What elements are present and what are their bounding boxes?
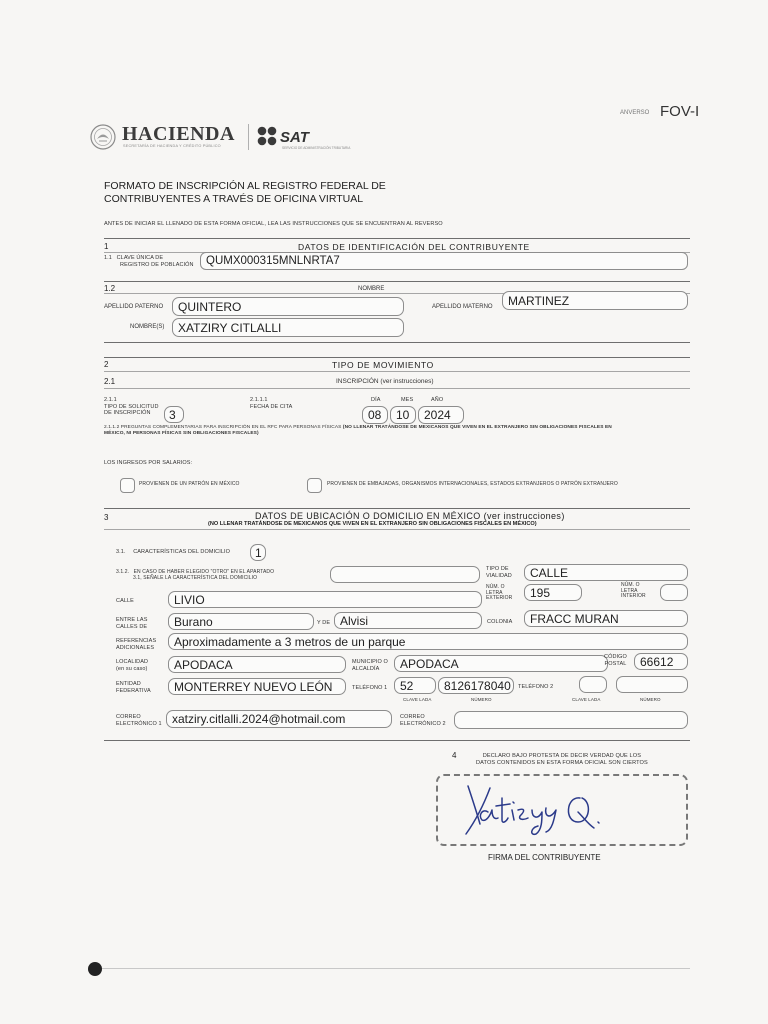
- num-ext-value: 195: [530, 585, 551, 600]
- curp-label-2: REGISTRO DE POBLACIÓN: [120, 261, 194, 268]
- tel2-numero-field[interactable]: [616, 676, 688, 693]
- otro-label-1: EN CASO DE HABER ELEGIDO "OTRO" EN EL APARTADO: [133, 569, 275, 575]
- section3-bottom-rule: [104, 740, 690, 741]
- localidad-label-1: LOCALIDAD: [116, 659, 149, 665]
- dia-field[interactable]: [362, 406, 388, 424]
- mes-value: 10: [396, 408, 410, 422]
- hacienda-subtitle: SECRETARÍA DE HACIENDA Y CRÉDITO PÚBLICO: [123, 144, 221, 148]
- entre-label: [116, 617, 147, 630]
- entre-label-1: ENTRE LAS: [116, 617, 148, 623]
- hacienda-logo-text: HACIENDA: [122, 123, 235, 145]
- embajadas-checkbox[interactable]: [307, 478, 322, 493]
- calle-field[interactable]: [168, 591, 482, 608]
- calle-label: CALLE: [116, 598, 134, 604]
- curp-num: 1.1: [104, 255, 112, 261]
- anverso-label: ANVERSO: [620, 110, 650, 116]
- preguntas-line1-b: (NO LLENAR TRATÁNDOSE DE MEXICANOS QUE VIVEN EN EL EXTRANJERO SIN OBLIGACIONES FISCALES EN: [342, 425, 612, 430]
- tel1-label: TELÉFONO 1: [352, 685, 388, 691]
- tipo-vialidad-label: [486, 566, 512, 579]
- curp-label: [104, 255, 194, 268]
- tipo-label-2: DE INSCRIPCIÓN: [104, 410, 151, 416]
- num-int-label-3: INTERIOR: [621, 593, 646, 600]
- mes-label: MES: [401, 397, 414, 403]
- form-code: FOV-I: [660, 103, 700, 120]
- correo1-label-1: CORREO: [116, 714, 141, 720]
- num-ext-label-1: NÚM. O: [486, 584, 505, 590]
- municipio-value: APODACA: [400, 656, 459, 671]
- num-ext-field[interactable]: [524, 584, 582, 601]
- referencias-label-1: REFERENCIAS: [116, 638, 157, 644]
- num-int-label-1: NÚM. O: [621, 582, 640, 588]
- num-int-label-2: LETRA: [621, 587, 638, 594]
- cp-label-2: POSTAL: [604, 660, 627, 667]
- instructions-note: ANTES DE INICIAR EL LLENADO DE ESTA FORMA OFICIAL, LEA LAS INSTRUCCIONES QUE SE ENCUENTRAN AL REVERSO: [104, 221, 443, 227]
- section4-number: 4: [452, 751, 457, 760]
- preguntas-complementarias: [104, 425, 694, 437]
- colonia-field[interactable]: [524, 610, 688, 627]
- form-title-line1: FORMATO DE INSCRIPCIÓN AL REGISTRO FEDERAL DE: [104, 180, 386, 192]
- cp-label-1: CÓDIGO: [604, 654, 627, 660]
- entidad-field[interactable]: [168, 678, 346, 695]
- section2-top-rule: [104, 357, 690, 358]
- tel1-clave-lada-caption: CLAVE LADA: [403, 697, 432, 702]
- otro-field[interactable]: [330, 566, 480, 583]
- tel1-lada-field[interactable]: [394, 677, 436, 694]
- localidad-field[interactable]: [168, 656, 346, 673]
- num-int-label: [621, 583, 646, 600]
- municipio-label-2: ALCALDÍA: [352, 665, 380, 672]
- localidad-value: APODACA: [174, 657, 233, 672]
- logo-divider: [248, 124, 249, 150]
- entre-calle-1-field[interactable]: [168, 613, 314, 630]
- apellido-paterno-label: APELLIDO PATERNO: [104, 304, 164, 310]
- preguntas-line1-a: 2.1.1.2 PREGUNTAS COMPLEMENTARIAS PARA INSCRIPCIÓN EN EL RFC PARA PERSONAS FÍSICAS: [104, 425, 342, 430]
- sat-subtitle: SERVICIO DE ADMINISTRACIÓN TRIBUTARIA: [282, 146, 351, 150]
- dia-value: 08: [368, 408, 382, 422]
- correo2-label: [400, 714, 446, 727]
- correo2-label-2: ELECTRÓNICO 2: [400, 720, 446, 727]
- tel2-clave-lada-caption: CLAVE LADA: [572, 697, 601, 702]
- localidad-label: [116, 659, 148, 672]
- referencias-label-2: ADICIONALES: [116, 644, 155, 651]
- entre-calle-2-value: Alvisi: [340, 613, 369, 628]
- fecha-cita-label: [250, 397, 292, 410]
- section2-sub-num: 2.1: [104, 377, 116, 386]
- nombre-title: NOMBRE: [358, 286, 385, 292]
- correo1-label-2: ELECTRÓNICO 1: [116, 720, 162, 727]
- section1-title: DATOS DE IDENTIFICACIÓN DEL CONTRIBUYENTE: [298, 242, 530, 252]
- tel1-numero-caption: NÚMERO: [471, 697, 492, 702]
- declaracion-2: DATOS CONTENIDOS EN ESTA FORMA OFICIAL SON CIERTOS: [476, 760, 648, 766]
- caract-label-text: CARACTERÍSTICAS DEL DOMICILIO: [133, 549, 231, 555]
- patron-mexico-label: PROVIENEN DE UN PATRÓN EN MÉXICO: [139, 481, 240, 487]
- firma-label: FIRMA DEL CONTRIBUYENTE: [488, 853, 601, 862]
- tipo-vialidad-label-1: TIPO DE: [486, 566, 509, 572]
- tel1-lada-value: 52: [400, 678, 414, 693]
- correo1-field[interactable]: [166, 710, 392, 728]
- cp-label: [604, 654, 627, 667]
- curp-value: QUMX000315MNLNRTA7: [206, 255, 340, 267]
- nombres-label: NOMBRE(S): [130, 324, 165, 330]
- num-ext-label-3: EXTERIOR: [486, 595, 513, 602]
- signature-image: [438, 776, 686, 844]
- punch-hole: [88, 962, 102, 976]
- dia-label: DÍA: [371, 397, 381, 403]
- tipo-solicitud-field[interactable]: [164, 406, 184, 423]
- num-ext-label-2: LETRA: [486, 589, 503, 596]
- declaracion: [476, 753, 648, 767]
- hacienda-seal-icon: [90, 124, 116, 155]
- section2-title: TIPO DE MOVIMIENTO: [332, 360, 434, 370]
- localidad-label-2: (en su caso): [116, 665, 148, 672]
- entidad-label-2: FEDERATIVA: [116, 687, 151, 694]
- caract-field[interactable]: [250, 544, 266, 561]
- entidad-label-1: ENTIDAD: [116, 681, 141, 687]
- entidad-label: [116, 681, 151, 694]
- tipo-vialidad-label-2: VIALIDAD: [486, 572, 512, 579]
- preguntas-line2: MÉXICO, NI PERSONAS FÍSICAS SIN OBLIGACIONES FISCALES): [104, 431, 259, 436]
- fecha-label: FECHA DE CITA: [250, 403, 293, 410]
- tel2-lada-field[interactable]: [579, 676, 607, 693]
- apellido-materno-value: MARTINEZ: [508, 293, 570, 308]
- form-title: [104, 180, 386, 206]
- nombres-field[interactable]: [172, 318, 404, 337]
- mes-field[interactable]: [390, 406, 416, 424]
- apellido-materno-label: APELLIDO MATERNO: [432, 304, 493, 310]
- referencias-field[interactable]: [168, 633, 688, 650]
- section2-sub-title: INSCRIPCIÓN (ver instrucciones): [336, 378, 434, 385]
- section1-bottom-rule: [104, 342, 690, 343]
- num-ext-label: [486, 585, 512, 602]
- form-title-line2: CONTRIBUYENTES A TRAVÉS DE OFICINA VIRTUAL: [104, 193, 364, 205]
- section2-number: 2: [104, 360, 109, 369]
- cp-field[interactable]: [634, 653, 688, 670]
- anio-value: 2024: [424, 408, 451, 422]
- municipio-field[interactable]: [394, 655, 608, 672]
- apellido-paterno-field[interactable]: [172, 297, 404, 316]
- embajadas-label: PROVIENEN DE EMBAJADAS, ORGANISMOS INTERNACIONALES, ESTADOS EXTRANJEROS O PATRÓN EXTRANJERO: [327, 481, 618, 487]
- fecha-num: 2.1.1.1: [250, 397, 268, 403]
- tipo-vialidad-field[interactable]: [524, 564, 688, 581]
- caract-label: [116, 549, 230, 556]
- nombre-top-rule: [104, 281, 690, 282]
- tel1-numero-field[interactable]: [438, 677, 514, 694]
- anio-field[interactable]: [418, 406, 464, 424]
- section3-title: DATOS DE UBICACIÓN O DOMICILIO EN MÉXICO (ver instrucciones): [255, 511, 565, 521]
- sat-dots-icon: [257, 126, 279, 153]
- correo2-field[interactable]: [454, 711, 688, 729]
- num-int-field[interactable]: [660, 584, 688, 601]
- tel1-numero-value: 8126178040: [444, 678, 511, 693]
- nombre-num: 1.2: [104, 284, 116, 293]
- otro-label-2: 3.1, SEÑALE LA CARACTERÍSTICA DEL DOMICILIO: [133, 575, 258, 581]
- tel2-numero-caption: NÚMERO: [640, 697, 661, 702]
- tipo-label-1: TIPO DE SOLICITUD: [104, 403, 159, 410]
- signature-box[interactable]: [436, 774, 688, 846]
- municipio-label: [352, 659, 388, 672]
- declaracion-1: DECLARO BAJO PROTESTA DE DECIR VERDAD QUE LOS: [482, 753, 642, 759]
- otro-label: [116, 569, 274, 581]
- section3-header-rule: [104, 529, 690, 530]
- entre-label-2: CALLES DE: [116, 623, 148, 630]
- colonia-value: FRACC MURAN: [530, 611, 619, 626]
- municipio-label-1: MUNICIPIO O: [352, 659, 388, 665]
- apellido-materno-field[interactable]: [502, 291, 688, 310]
- sat-logo-text: SAT: [280, 129, 309, 146]
- curp-field[interactable]: [200, 252, 688, 270]
- referencias-value: Aproximadamente a 3 metros de un parque: [174, 634, 406, 649]
- correo2-label-1: CORREO: [400, 714, 425, 720]
- referencias-label: [116, 638, 156, 651]
- section2-sub-rule: [104, 388, 690, 389]
- ingresos-label: LOS INGRESOS POR SALARIOS:: [104, 460, 193, 466]
- curp-label-1: CLAVE ÚNICA DE: [116, 255, 164, 261]
- entre-calle-2-field[interactable]: [334, 612, 482, 629]
- section2-header-rule: [104, 371, 690, 372]
- correo1-label: [116, 714, 162, 727]
- tipo-vialidad-value: CALLE: [530, 565, 569, 580]
- tipo-solicitud-value: 3: [169, 407, 176, 422]
- section1-top-rule: [104, 238, 690, 239]
- tipo-solicitud-label: [104, 397, 159, 417]
- apellido-paterno-value: QUINTERO: [178, 299, 242, 314]
- caract-num: 3.1.: [116, 549, 126, 555]
- entidad-value: MONTERREY NUEVO LEÓN: [174, 679, 333, 694]
- correo1-value: xatziry.citlalli.2024@hotmail.com: [172, 712, 346, 726]
- patron-mexico-checkbox[interactable]: [120, 478, 135, 493]
- section3-subtitle: (NO LLENAR TRATÁNDOSE DE MEXICANOS QUE VIVEN EN EL EXTRANJERO SIN OBLIGACIONES FISCALES EN MÉXICO): [208, 521, 537, 527]
- calle-value: LIVIO: [174, 592, 205, 607]
- y-de-label: Y DE: [317, 620, 331, 626]
- nombres-value: XATZIRY CITLALLI: [178, 320, 282, 335]
- section3-top-rule: [104, 508, 690, 509]
- page-bottom-rule: [100, 968, 690, 969]
- section3-number: 3: [104, 513, 109, 522]
- caract-value: 1: [255, 545, 262, 560]
- section1-number: 1: [104, 242, 109, 251]
- colonia-label: COLONIA: [487, 619, 513, 625]
- anio-label: AÑO: [431, 397, 444, 403]
- entre-calle-1-value: Burano: [174, 614, 213, 629]
- tel2-label: TELÉFONO 2: [518, 684, 554, 690]
- tipo-num: 2.1.1: [104, 397, 117, 403]
- otro-num: 3.1.2.: [116, 569, 130, 575]
- cp-value: 66612: [640, 654, 674, 669]
